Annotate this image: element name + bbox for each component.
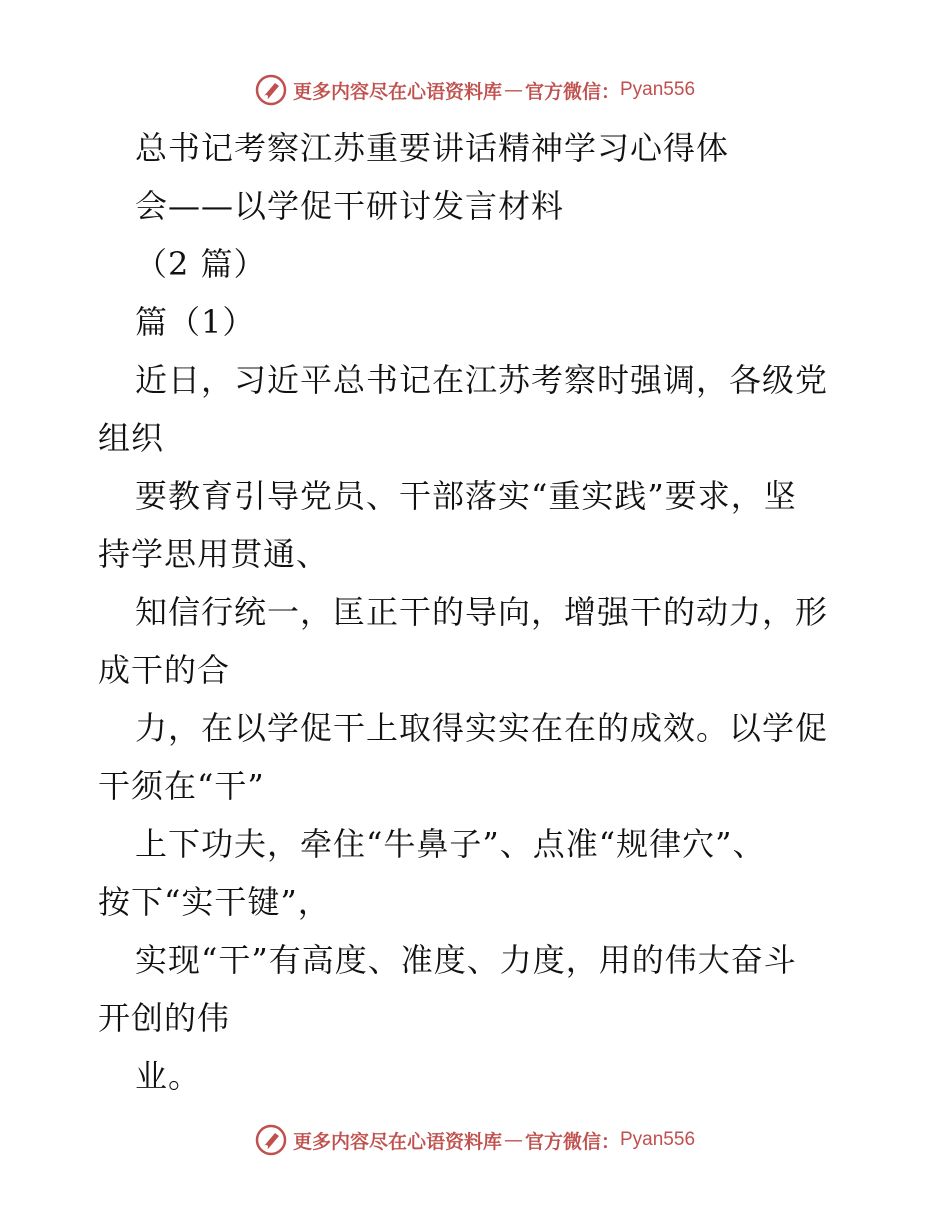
banner-wechat-id: Pyan556 [620,1129,696,1150]
paragraph-line: 开创的伟 [98,999,231,1037]
paragraph-line: 成干的合 [98,651,231,689]
paragraph-line: 业。 [135,1057,202,1095]
paragraph-line: 组织 [98,419,165,457]
banner-separator: — [503,1129,523,1151]
paragraph-line: 知信行统一，匡正干的导向，增强干的动力，形 [135,593,829,631]
bottom-banner [0,1120,950,1160]
banner-wechat-id: Pyan556 [620,79,696,100]
paragraph-line: 近日，习近平总书记在江苏考察时强调，各级党 [135,361,829,399]
banner-wechat-label: 官方微信： [524,1130,620,1153]
banner-wechat-label: 官方微信： [524,80,620,103]
top-banner [0,70,950,110]
paragraph-line: 干须在“干” [98,767,265,805]
pen-logo-icon [255,74,287,106]
title-line-2: 会——以学促干研讨发言材料 [135,187,565,225]
banner-text: 更多内容尽在心语资料库 [292,80,502,103]
section-heading: 篇（1） [135,303,256,341]
subtitle-count: （2 篇） [135,245,267,283]
banner-text: 更多内容尽在心语资料库 [292,1130,502,1153]
title-line-1: 总书记考察江苏重要讲话精神学习心得体 [135,129,730,167]
paragraph-line: 按下“实干键”， [98,883,331,921]
pen-logo-icon [255,1124,287,1156]
paragraph-line: 持学思用贯通、 [98,535,330,573]
paragraph-line: 要教育引导党员、干部落实“重实践”要求，坚 [135,477,797,515]
paragraph-line: 上下功夫，牵住“牛鼻子”、点准“规律穴”、 [135,825,766,863]
paragraph-line: 实现“干”有高度、准度、力度，用的伟大奋斗 [135,941,797,979]
banner-separator: — [503,79,523,101]
paragraph-line: 力，在以学促干上取得实实在在的成效。以学促 [135,709,829,747]
